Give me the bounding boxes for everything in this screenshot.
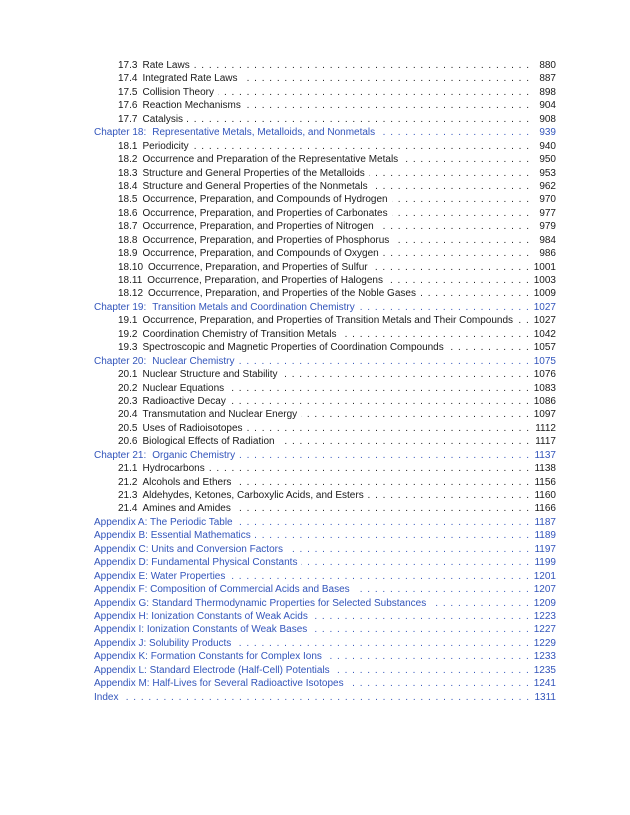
toc-appendix-link[interactable] <box>94 637 556 650</box>
dot-leader <box>239 449 530 462</box>
toc-section-entry <box>94 274 556 287</box>
toc-section-entry <box>94 59 556 72</box>
dot-leader <box>393 234 530 247</box>
toc-entry-number: 20.5 <box>118 422 138 434</box>
dot-leader <box>282 368 530 381</box>
toc-entry-title: Structure and General Properties of the Nonmetals <box>142 180 368 192</box>
toc-chapter-link[interactable] <box>94 449 556 462</box>
toc-entry-title: Appendix E: Water Properties <box>94 570 226 582</box>
toc-section-entry <box>94 489 556 502</box>
toc-page-number: 986 <box>539 248 556 260</box>
toc-section-entry <box>94 113 556 126</box>
toc-entry-title: Occurrence, Preparation, and Properties of Carbonates <box>142 207 388 219</box>
dot-leader <box>229 570 529 583</box>
toc-entry-title: Amines and Amides <box>142 503 231 515</box>
toc-entry-title: Appendix I: Ionization Constants of Weak Bases <box>94 624 308 636</box>
toc-section-entry <box>94 462 556 475</box>
toc-entry-title: Index <box>94 691 119 703</box>
toc-entry-number: 21.3 <box>118 490 138 501</box>
toc-entry-number: Chapter 21: <box>94 449 147 461</box>
toc-page-number: 1156 <box>534 476 556 488</box>
toc-page-number: 1207 <box>533 584 556 596</box>
table-of-contents <box>94 59 556 704</box>
dot-leader <box>372 180 530 193</box>
toc-entry-title: Nuclear Structure and Stability <box>142 369 278 381</box>
dot-leader <box>235 476 530 489</box>
toc-entry-title: Organic Chemistry <box>152 449 236 461</box>
dot-leader <box>218 86 530 99</box>
toc-page-number: 940 <box>539 140 556 152</box>
toc-appendix-link[interactable] <box>94 556 556 569</box>
toc-page-number: 953 <box>539 167 556 179</box>
toc-appendix-link[interactable] <box>94 610 556 623</box>
dot-leader <box>228 382 530 395</box>
toc-entry-title: Appendix F: Composition of Commercial Acids and Bases <box>94 584 350 596</box>
toc-entry-number: 18.10 <box>118 261 144 273</box>
dot-leader <box>383 247 530 260</box>
toc-page-number: 1223 <box>533 610 556 622</box>
toc-entry-title: Periodicity <box>142 140 189 152</box>
toc-entry-number: 19.2 <box>118 328 138 340</box>
toc-page-number: 1083 <box>533 382 556 394</box>
toc-section-entry <box>94 180 556 193</box>
toc-section-entry <box>94 287 556 300</box>
toc-page-number: 1117 <box>535 436 556 448</box>
toc-page-number: 1075 <box>533 355 556 367</box>
toc-section-entry <box>94 382 556 395</box>
toc-entry-number: 18.8 <box>118 234 138 246</box>
toc-entry-title: Transmutation and Nuclear Energy <box>142 409 298 421</box>
toc-entry-number: 18.12 <box>118 288 144 300</box>
toc-appendix-link[interactable] <box>94 623 556 636</box>
toc-entry-number: 20.2 <box>118 382 138 394</box>
toc-section-entry <box>94 341 556 354</box>
toc-page-number: 1187 <box>534 516 556 528</box>
toc-entry-title: Coordination Chemistry of Transition Metals <box>142 328 337 340</box>
toc-appendix-link[interactable] <box>94 570 556 583</box>
toc-section-entry <box>94 72 556 85</box>
toc-page-number: 1160 <box>534 490 556 501</box>
toc-page-number: 950 <box>539 154 556 166</box>
toc-section-entry <box>94 422 556 435</box>
toc-appendix-link[interactable] <box>94 677 556 690</box>
toc-page-number: 1235 <box>533 664 556 676</box>
dot-leader <box>340 328 529 341</box>
toc-entry-title: Appendix H: Ionization Constants of Weak Acids <box>94 610 308 622</box>
toc-section-entry <box>94 328 556 341</box>
toc-entry-title: Collision Theory <box>142 86 214 98</box>
toc-entry-title: Appendix G: Standard Thermodynamic Properties for Selected Substances <box>94 597 427 609</box>
toc-page-number: 1229 <box>533 637 556 649</box>
dot-leader <box>379 126 530 139</box>
toc-entry-title: Representative Metals, Metalloids, and Nonmetals <box>152 127 376 139</box>
toc-entry-number: 18.9 <box>118 248 138 260</box>
toc-chapter-link[interactable] <box>94 355 556 368</box>
dot-leader <box>517 314 530 327</box>
toc-page-number: 1112 <box>535 422 556 434</box>
dot-leader <box>193 140 530 153</box>
toc-page-number: 908 <box>539 113 556 125</box>
dot-leader <box>326 650 530 663</box>
toc-entry-number: 17.5 <box>118 86 138 98</box>
toc-page-number: 1086 <box>533 395 556 407</box>
toc-page-number: 1189 <box>534 530 556 542</box>
toc-entry-title: Occurrence, Preparation, and Properties of Halogens <box>147 275 383 286</box>
dot-leader <box>311 623 529 636</box>
dot-leader <box>378 220 530 233</box>
toc-entry-number: 17.7 <box>118 113 138 125</box>
toc-entry-number: 20.4 <box>118 409 138 421</box>
toc-section-entry <box>94 476 556 489</box>
toc-entry-title: Reaction Mechanisms <box>142 100 241 112</box>
dot-leader <box>245 99 530 112</box>
toc-page-number: 1138 <box>534 463 556 475</box>
toc-page-number: 1197 <box>534 543 556 555</box>
dot-leader <box>235 637 529 650</box>
toc-entry-number: 21.2 <box>118 476 138 488</box>
toc-page-number: 1227 <box>533 624 556 636</box>
toc-entry-number: 18.11 <box>118 275 143 286</box>
toc-entry-title: Appendix A: The Periodic Table <box>94 516 233 528</box>
toc-page-number: 1199 <box>534 557 556 569</box>
toc-page-number: 962 <box>539 180 556 192</box>
toc-page-number: 984 <box>539 234 556 246</box>
toc-entry-number: Chapter 20: <box>94 355 147 367</box>
toc-page-number: 1027 <box>533 315 556 327</box>
dot-leader <box>368 489 530 502</box>
toc-section-entry <box>94 234 556 247</box>
dot-leader <box>301 556 530 569</box>
toc-entry-title: Biological Effects of Radiation <box>142 436 275 448</box>
dot-leader <box>354 583 530 596</box>
toc-page-number: 1076 <box>533 369 556 381</box>
toc-page-number: 1057 <box>533 342 556 354</box>
dot-leader <box>209 462 530 475</box>
dot-leader <box>402 153 530 166</box>
dot-leader <box>279 435 530 448</box>
toc-section-entry <box>94 220 556 233</box>
toc-entry-title: Spectroscopic and Magnetic Properties of Coordination Compounds <box>142 342 444 354</box>
toc-section-entry <box>94 314 556 327</box>
toc-chapter-link[interactable] <box>94 126 556 139</box>
toc-appendix-link[interactable] <box>94 650 556 663</box>
toc-page-number: 1241 <box>533 678 556 690</box>
toc-appendix-link[interactable] <box>94 583 556 596</box>
toc-entry-title: Appendix B: Essential Mathematics <box>94 530 251 542</box>
toc-entry-title: Transition Metals and Coordination Chemistry <box>152 301 355 313</box>
toc-entry-title: Appendix J: Solubility Products <box>94 637 232 649</box>
toc-page-number: 1209 <box>533 597 556 609</box>
toc-section-entry <box>94 261 556 274</box>
dot-leader <box>255 529 530 542</box>
toc-page-number: 1097 <box>533 409 556 421</box>
toc-page-number: 1311 <box>534 691 556 703</box>
toc-entry-number: 17.6 <box>118 100 138 112</box>
toc-page-number: 970 <box>539 194 556 206</box>
toc-section-entry <box>94 140 556 153</box>
dot-leader <box>237 516 530 529</box>
toc-page-number: 939 <box>539 127 556 139</box>
toc-entry-number: 20.3 <box>118 395 138 407</box>
toc-entry-title: Aldehydes, Ketones, Carboxylic Acids, and Esters <box>142 490 364 501</box>
toc-entry-number: 18.3 <box>118 167 138 179</box>
dot-leader <box>392 193 530 206</box>
dot-leader <box>430 597 530 610</box>
dot-leader <box>301 408 530 421</box>
toc-appendix-link[interactable] <box>94 529 556 542</box>
toc-page-number: 1009 <box>533 288 556 300</box>
toc-section-entry <box>94 193 556 206</box>
toc-entry-number: 18.1 <box>118 140 138 152</box>
toc-page-number: 1201 <box>533 570 556 582</box>
toc-entry-number: 17.4 <box>118 73 138 85</box>
toc-entry-title: Appendix L: Standard Electrode (Half-Cell) Potentials <box>94 664 330 676</box>
toc-entry-title: Occurrence, Preparation, and Properties of Transition Metals and Their Compounds <box>142 315 514 327</box>
toc-entry-title: Nuclear Chemistry <box>152 355 235 367</box>
toc-page-number: 904 <box>539 100 556 112</box>
toc-page-number: 1137 <box>534 449 556 461</box>
toc-entry-number: 21.4 <box>118 503 138 515</box>
toc-entry-title: Occurrence, Preparation, and Properties of Phosphorus <box>142 234 390 246</box>
dot-leader <box>230 395 530 408</box>
dot-leader <box>387 274 530 287</box>
toc-entry-number: 18.2 <box>118 154 138 166</box>
toc-section-entry <box>94 86 556 99</box>
dot-leader <box>448 341 530 354</box>
toc-section-entry <box>94 207 556 220</box>
toc-section-entry <box>94 395 556 408</box>
dot-leader <box>359 301 530 314</box>
toc-entry-title: Appendix D: Fundamental Physical Constants <box>94 557 298 569</box>
toc-entry-title: Structure and General Properties of the Metalloids <box>142 167 365 179</box>
toc-entry-number: Chapter 19: <box>94 301 147 313</box>
dot-leader <box>348 677 530 690</box>
toc-page-number: 1042 <box>533 328 556 340</box>
toc-entry-number: 18.5 <box>118 194 138 206</box>
dot-leader <box>372 261 530 274</box>
toc-page-number: 880 <box>539 60 556 71</box>
toc-entry-title: Radioactive Decay <box>142 395 226 407</box>
toc-page-number: 1166 <box>534 503 556 515</box>
toc-entry-title: Alcohols and Ethers <box>142 476 232 488</box>
toc-section-entry <box>94 99 556 112</box>
toc-entry-number: 18.7 <box>118 221 138 233</box>
toc-entry-title: Appendix C: Units and Conversion Factors <box>94 543 283 555</box>
toc-page-number: 1233 <box>533 651 556 663</box>
toc-entry-number: 18.6 <box>118 207 138 219</box>
toc-appendix-link[interactable] <box>94 664 556 677</box>
dot-leader <box>239 355 530 368</box>
toc-entry-title: Occurrence, Preparation, and Compounds of Oxygen <box>142 248 379 260</box>
toc-entry-title: Catalysis <box>142 113 184 125</box>
dot-leader <box>287 543 530 556</box>
toc-entry-number: 19.1 <box>118 315 138 327</box>
toc-appendix-link[interactable] <box>94 516 556 529</box>
toc-entry-number: 17.3 <box>118 60 138 71</box>
toc-entry-title: Occurrence, Preparation, and Properties of Nitrogen <box>142 221 374 233</box>
toc-appendix-link[interactable] <box>94 543 556 556</box>
toc-page-number: 1003 <box>533 275 556 286</box>
dot-leader <box>334 664 530 677</box>
toc-section-entry <box>94 247 556 260</box>
dot-leader <box>312 610 530 623</box>
toc-page-number: 887 <box>539 73 556 85</box>
toc-appendix-link[interactable] <box>94 597 556 610</box>
toc-entry-title: Nuclear Equations <box>142 382 225 394</box>
toc-entry-title: Hydrocarbons <box>142 463 205 475</box>
dot-leader <box>247 422 530 435</box>
dot-leader <box>194 59 530 72</box>
toc-page-number: 1001 <box>533 261 556 273</box>
toc-entry-title: Occurrence, Preparation, and Properties of the Noble Gases <box>148 288 416 300</box>
toc-page-number: 1027 <box>533 301 556 313</box>
dot-leader <box>187 113 530 126</box>
toc-page-number: 977 <box>539 207 556 219</box>
toc-entry-title: Rate Laws <box>142 60 190 71</box>
toc-entry-title: Appendix M: Half-Lives for Several Radioactive Isotopes <box>94 678 344 690</box>
toc-section-entry <box>94 502 556 515</box>
dot-leader <box>242 72 530 85</box>
toc-entry-number: 19.3 <box>118 342 138 354</box>
toc-entry-title: Occurrence, Preparation, and Compounds of Hydrogen <box>142 194 388 206</box>
toc-entry-title: Occurrence, Preparation, and Properties of Sulfur <box>148 261 368 273</box>
toc-entry-number: 20.1 <box>118 369 138 381</box>
dot-leader <box>235 502 530 515</box>
toc-entry-title: Appendix K: Formation Constants for Complex Ions <box>94 651 322 663</box>
dot-leader <box>420 287 530 300</box>
toc-page-number: 898 <box>539 86 556 98</box>
toc-section-entry <box>94 167 556 180</box>
toc-section-entry <box>94 153 556 166</box>
toc-section-entry <box>94 408 556 421</box>
dot-leader <box>122 691 530 704</box>
toc-entry-number: Chapter 18: <box>94 127 147 139</box>
toc-entry-number: 20.6 <box>118 436 138 448</box>
dot-leader <box>392 207 530 220</box>
dot-leader <box>369 167 530 180</box>
toc-page-number: 979 <box>539 221 556 233</box>
toc-section-entry <box>94 368 556 381</box>
toc-appendix-link[interactable] <box>94 691 556 704</box>
toc-entry-number: 21.1 <box>118 463 138 475</box>
toc-entry-number: 18.4 <box>118 180 138 192</box>
toc-entry-title: Integrated Rate Laws <box>142 73 238 85</box>
toc-entry-title: Uses of Radioisotopes <box>142 422 243 434</box>
toc-chapter-link[interactable] <box>94 301 556 314</box>
toc-section-entry <box>94 435 556 448</box>
toc-entry-title: Occurrence and Preparation of the Representative Metals <box>142 154 399 166</box>
